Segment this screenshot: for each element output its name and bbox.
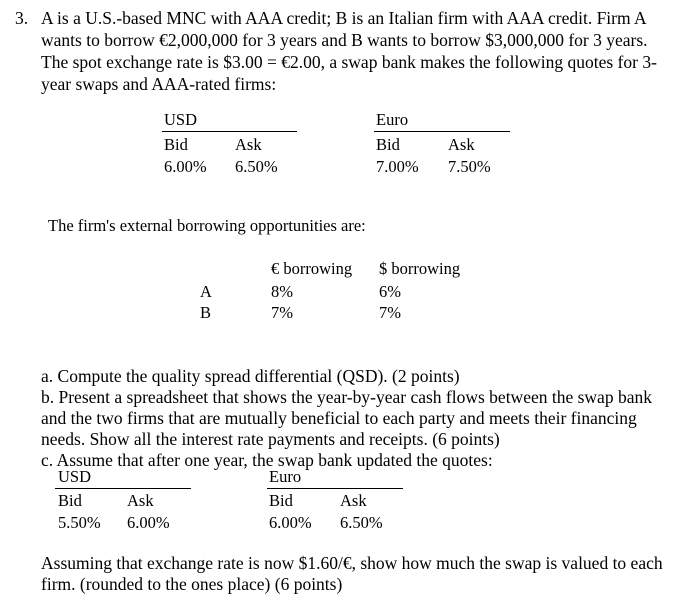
updated-euro-header-rule xyxy=(267,488,403,489)
usd-borrowing-header: $ borrowing xyxy=(379,259,461,278)
usd-bid-label: Bid xyxy=(164,135,188,154)
part-a-text: a. Compute the quality spread differential (QSD). (2 points) xyxy=(41,366,460,386)
part-b-line-2: and the two firms that are mutually beneficial to each party and meets their financing xyxy=(41,408,637,428)
updated-usd-ask-value: 6.00% xyxy=(127,513,170,532)
euro-borrowing-header: € borrowing xyxy=(271,259,353,278)
question-text-line-3: The spot exchange rate is $3.00 = €2.00, a swap bank makes the following quotes for 3- xyxy=(41,52,657,72)
updated-usd-bid-label: Bid xyxy=(58,491,82,510)
question-text-line-2: wants to borrow €2,000,000 for 3 years and B wants to borrow $3,000,000 for 3 years. xyxy=(41,30,648,50)
updated-euro-ask-label: Ask xyxy=(340,491,367,510)
question-number: 3. xyxy=(15,8,29,28)
updated-usd-header: USD xyxy=(58,467,92,486)
euro-header-rule xyxy=(374,131,510,132)
firm-a-label: A xyxy=(200,282,212,301)
usd-bid-value: 6.00% xyxy=(164,157,207,176)
part-b-line-3: needs. Show all the interest rate payments and receipts. (6 points) xyxy=(41,429,500,449)
updated-usd-bid-value: 5.50% xyxy=(58,513,101,532)
euro-bid-value: 7.00% xyxy=(376,157,419,176)
firm-a-usd-rate: 6% xyxy=(379,282,401,301)
usd-ask-label: Ask xyxy=(235,135,262,154)
firm-a-euro-rate: 8% xyxy=(271,282,293,301)
euro-bid-label: Bid xyxy=(376,135,400,154)
usd-header: USD xyxy=(164,110,198,129)
updated-euro-header: Euro xyxy=(269,467,302,486)
final-question-line-2: firm. (rounded to the ones place) (6 points) xyxy=(41,574,343,594)
euro-header: Euro xyxy=(376,110,409,129)
firm-b-label: B xyxy=(200,303,212,322)
euro-ask-value: 7.50% xyxy=(448,157,491,176)
euro-ask-label: Ask xyxy=(448,135,475,154)
part-c-text: c. Assume that after one year, the swap bank updated the quotes: xyxy=(41,450,493,470)
updated-usd-header-rule xyxy=(55,488,191,489)
usd-header-rule xyxy=(162,131,297,132)
updated-usd-ask-label: Ask xyxy=(127,491,154,510)
updated-euro-bid-label: Bid xyxy=(269,491,293,510)
usd-ask-value: 6.50% xyxy=(235,157,278,176)
updated-euro-ask-value: 6.50% xyxy=(340,513,383,532)
firm-b-usd-rate: 7% xyxy=(379,303,401,322)
question-text-line-1: A is a U.S.-based MNC with AAA credit; B is an Italian firm with AAA credit. Firm A xyxy=(41,8,647,28)
updated-euro-bid-value: 6.00% xyxy=(269,513,312,532)
borrowing-intro: The firm's external borrowing opportunities are: xyxy=(48,216,366,235)
final-question-line-1: Assuming that exchange rate is now $1.60/€, show how much the swap is valued to each xyxy=(41,553,663,573)
question-text-line-4: year swaps and AAA-rated firms: xyxy=(41,74,277,94)
firm-b-euro-rate: 7% xyxy=(271,303,293,322)
part-b-line-1: b. Present a spreadsheet that shows the year-by-year cash flows between the swap bank xyxy=(41,387,652,407)
